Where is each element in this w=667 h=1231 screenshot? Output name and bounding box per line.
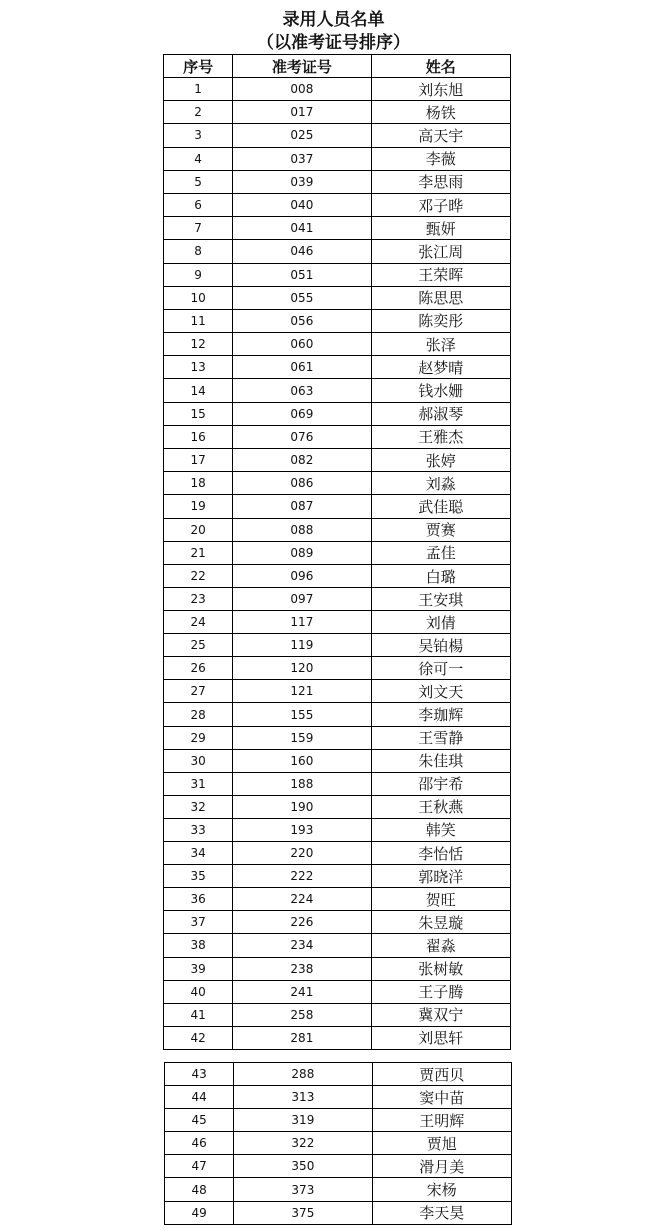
exam-number-cell: 061: [233, 356, 371, 379]
exam-number-cell: 155: [233, 703, 371, 726]
index-cell: 6: [164, 193, 233, 216]
table-row: [164, 379, 511, 402]
exam-number-cell: 088: [233, 518, 371, 541]
index-cell: 5: [164, 170, 233, 193]
column-header-name: 姓名: [371, 55, 510, 78]
name-cell: 孟佳: [371, 541, 510, 564]
exam-number-cell: 160: [233, 749, 371, 772]
name-cell: 朱昱璇: [371, 911, 510, 934]
table-row: [164, 634, 511, 657]
name-cell: 王雪静: [371, 726, 510, 749]
exam-number-cell: 226: [233, 911, 371, 934]
index-cell: 45: [165, 1109, 234, 1132]
page-title: 录用人员名单: [282, 10, 385, 30]
table-row: [164, 472, 511, 495]
exam-number-cell: 313: [234, 1086, 372, 1109]
exam-number-cell: 350: [234, 1155, 372, 1178]
name-cell: 宋杨: [372, 1178, 511, 1201]
index-cell: 27: [164, 680, 233, 703]
table-row: [165, 1086, 512, 1109]
exam-number-cell: 096: [233, 564, 371, 587]
index-cell: 24: [164, 611, 233, 634]
name-cell: 贺旺: [371, 888, 510, 911]
table-row: [164, 749, 511, 772]
table-row: [165, 1155, 512, 1178]
roster-table-part-3: [164, 1062, 512, 1225]
index-cell: 40: [164, 980, 233, 1003]
index-cell: 37: [164, 911, 233, 934]
table-row: [165, 1201, 512, 1224]
index-cell: 1: [164, 78, 233, 101]
index-cell: 22: [164, 564, 233, 587]
name-cell: 刘倩: [371, 611, 510, 634]
name-cell: 刘文天: [371, 680, 510, 703]
name-cell: 李珈辉: [371, 703, 510, 726]
name-cell: 贾西贝: [372, 1063, 511, 1086]
exam-number-cell: 241: [233, 980, 371, 1003]
column-header-index: 序号: [164, 55, 233, 78]
table-row: [164, 564, 511, 587]
table-row: [164, 680, 511, 703]
name-cell: 王子腾: [371, 980, 510, 1003]
name-cell: 徐可一: [371, 657, 510, 680]
column-header-exam-number: 准考证号: [233, 55, 371, 78]
table-row: [164, 518, 511, 541]
exam-number-cell: 375: [234, 1201, 372, 1224]
name-cell: 冀双宁: [371, 1003, 510, 1026]
table-row: [164, 309, 511, 332]
name-cell: 李思雨: [371, 170, 510, 193]
table-row: [165, 1132, 512, 1155]
index-cell: 32: [164, 795, 233, 818]
exam-number-cell: 063: [233, 379, 371, 402]
name-cell: 王荣晖: [371, 263, 510, 286]
index-cell: 34: [164, 842, 233, 865]
exam-number-cell: 008: [233, 78, 371, 101]
exam-number-cell: 322: [234, 1132, 372, 1155]
exam-number-cell: 087: [233, 495, 371, 518]
exam-number-cell: 060: [233, 333, 371, 356]
index-cell: 38: [164, 934, 233, 957]
name-cell: 王明辉: [372, 1109, 511, 1132]
table-row: [164, 934, 511, 957]
name-cell: 郝淑琴: [371, 402, 510, 425]
name-cell: 刘思轩: [371, 1026, 510, 1049]
name-cell: 邓子晔: [371, 193, 510, 216]
index-cell: 21: [164, 541, 233, 564]
table-row: [164, 286, 511, 309]
index-cell: 12: [164, 333, 233, 356]
exam-number-cell: 281: [233, 1026, 371, 1049]
index-cell: 42: [164, 1026, 233, 1049]
table-row: [164, 240, 511, 263]
exam-number-cell: 041: [233, 217, 371, 240]
exam-number-cell: 159: [233, 726, 371, 749]
index-cell: 28: [164, 703, 233, 726]
table-row: [164, 217, 511, 240]
exam-number-cell: 222: [233, 865, 371, 888]
index-cell: 13: [164, 356, 233, 379]
exam-number-cell: 190: [233, 795, 371, 818]
index-cell: 7: [164, 217, 233, 240]
table-row: [164, 865, 511, 888]
exam-number-cell: 188: [233, 772, 371, 795]
name-cell: 甄妍: [371, 217, 510, 240]
name-cell: 张树敏: [371, 957, 510, 980]
exam-number-cell: 258: [233, 1003, 371, 1026]
exam-number-cell: 117: [233, 611, 371, 634]
exam-number-cell: 076: [233, 425, 371, 448]
name-cell: 吴铂楊: [371, 634, 510, 657]
index-cell: 14: [164, 379, 233, 402]
table-row: [164, 147, 511, 170]
name-cell: 王安琪: [371, 588, 510, 611]
table-row: [164, 333, 511, 356]
name-cell: 张江周: [371, 240, 510, 263]
index-cell: 23: [164, 588, 233, 611]
index-cell: 41: [164, 1003, 233, 1026]
exam-number-cell: 037: [233, 147, 371, 170]
table-row: [164, 1026, 511, 1049]
index-cell: 19: [164, 495, 233, 518]
name-cell: 窦中苗: [372, 1086, 511, 1109]
table-row: [164, 957, 511, 980]
exam-number-cell: 224: [233, 888, 371, 911]
index-cell: 20: [164, 518, 233, 541]
table-row: [164, 78, 511, 101]
table-row: [164, 611, 511, 634]
index-cell: 36: [164, 888, 233, 911]
exam-number-cell: 319: [234, 1109, 372, 1132]
index-cell: 39: [164, 957, 233, 980]
index-cell: 26: [164, 657, 233, 680]
exam-number-cell: 120: [233, 657, 371, 680]
table-row: [164, 495, 511, 518]
table-row: [164, 772, 511, 795]
table-row: [164, 402, 511, 425]
name-cell: 韩笑: [371, 818, 510, 841]
exam-number-cell: 017: [233, 101, 371, 124]
name-cell: 刘淼: [371, 472, 510, 495]
table-row: [165, 1109, 512, 1132]
table-row: [164, 657, 511, 680]
name-cell: 张婷: [371, 449, 510, 472]
table-row: [164, 541, 511, 564]
index-cell: 4: [164, 147, 233, 170]
index-cell: 35: [164, 865, 233, 888]
exam-number-cell: 051: [233, 263, 371, 286]
name-cell: 滑月美: [372, 1155, 511, 1178]
table-header-row: [164, 55, 511, 78]
index-cell: 15: [164, 402, 233, 425]
index-cell: 2: [164, 101, 233, 124]
name-cell: 张泽: [371, 333, 510, 356]
table-row: [164, 795, 511, 818]
exam-number-cell: 097: [233, 588, 371, 611]
table-row: [165, 1063, 512, 1086]
table-row: [164, 911, 511, 934]
exam-number-cell: 288: [234, 1063, 372, 1086]
roster-table-part-1: [163, 54, 511, 588]
table-row: [164, 980, 511, 1003]
name-cell: 贾赛: [371, 518, 510, 541]
exam-number-cell: 039: [233, 170, 371, 193]
table-row: [165, 1178, 512, 1201]
index-cell: 17: [164, 449, 233, 472]
name-cell: 钱水姗: [371, 379, 510, 402]
table-row: [164, 842, 511, 865]
table-row: [164, 449, 511, 472]
exam-number-cell: 119: [233, 634, 371, 657]
exam-number-cell: 238: [233, 957, 371, 980]
name-cell: 刘东旭: [371, 78, 510, 101]
exam-number-cell: 069: [233, 402, 371, 425]
name-cell: 李怡恬: [371, 842, 510, 865]
index-cell: 44: [165, 1086, 234, 1109]
name-cell: 郭晓洋: [371, 865, 510, 888]
table-row: [164, 263, 511, 286]
index-cell: 29: [164, 726, 233, 749]
name-cell: 高天宇: [371, 124, 510, 147]
roster-table-part-2: [163, 587, 511, 1050]
exam-number-cell: 193: [233, 818, 371, 841]
name-cell: 杨铁: [371, 101, 510, 124]
exam-number-cell: 220: [233, 842, 371, 865]
exam-number-cell: 086: [233, 472, 371, 495]
index-cell: 33: [164, 818, 233, 841]
name-cell: 李薇: [371, 147, 510, 170]
index-cell: 16: [164, 425, 233, 448]
table-row: [164, 101, 511, 124]
index-cell: 3: [164, 124, 233, 147]
exam-number-cell: 089: [233, 541, 371, 564]
exam-number-cell: 082: [233, 449, 371, 472]
table-row: [164, 888, 511, 911]
name-cell: 贾旭: [372, 1132, 511, 1155]
name-cell: 翟淼: [371, 934, 510, 957]
page-subtitle: （以准考证号排序）: [257, 33, 410, 53]
name-cell: 邵宇希: [371, 772, 510, 795]
name-cell: 李天昊: [372, 1201, 511, 1224]
name-cell: 王秋燕: [371, 795, 510, 818]
table-row: [164, 1003, 511, 1026]
index-cell: 18: [164, 472, 233, 495]
name-cell: 陈思思: [371, 286, 510, 309]
table-row: [164, 193, 511, 216]
name-cell: 白璐: [371, 564, 510, 587]
index-cell: 47: [165, 1155, 234, 1178]
index-cell: 48: [165, 1178, 234, 1201]
exam-number-cell: 121: [233, 680, 371, 703]
exam-number-cell: 046: [233, 240, 371, 263]
index-cell: 43: [165, 1063, 234, 1086]
exam-number-cell: 234: [233, 934, 371, 957]
exam-number-cell: 025: [233, 124, 371, 147]
index-cell: 31: [164, 772, 233, 795]
index-cell: 10: [164, 286, 233, 309]
index-cell: 25: [164, 634, 233, 657]
table-row: [164, 124, 511, 147]
exam-number-cell: 056: [233, 309, 371, 332]
index-cell: 8: [164, 240, 233, 263]
index-cell: 46: [165, 1132, 234, 1155]
name-cell: 朱佳琪: [371, 749, 510, 772]
table-row: [164, 703, 511, 726]
exam-number-cell: 040: [233, 193, 371, 216]
table-row: [164, 356, 511, 379]
index-cell: 11: [164, 309, 233, 332]
exam-number-cell: 055: [233, 286, 371, 309]
table-row: [164, 818, 511, 841]
exam-number-cell: 373: [234, 1178, 372, 1201]
name-cell: 武佳聪: [371, 495, 510, 518]
table-row: [164, 726, 511, 749]
name-cell: 陈奕彤: [371, 309, 510, 332]
table-row: [164, 425, 511, 448]
table-row: [164, 588, 511, 611]
table-row: [164, 170, 511, 193]
name-cell: 赵梦晴: [371, 356, 510, 379]
index-cell: 9: [164, 263, 233, 286]
index-cell: 30: [164, 749, 233, 772]
index-cell: 49: [165, 1201, 234, 1224]
name-cell: 王雅杰: [371, 425, 510, 448]
